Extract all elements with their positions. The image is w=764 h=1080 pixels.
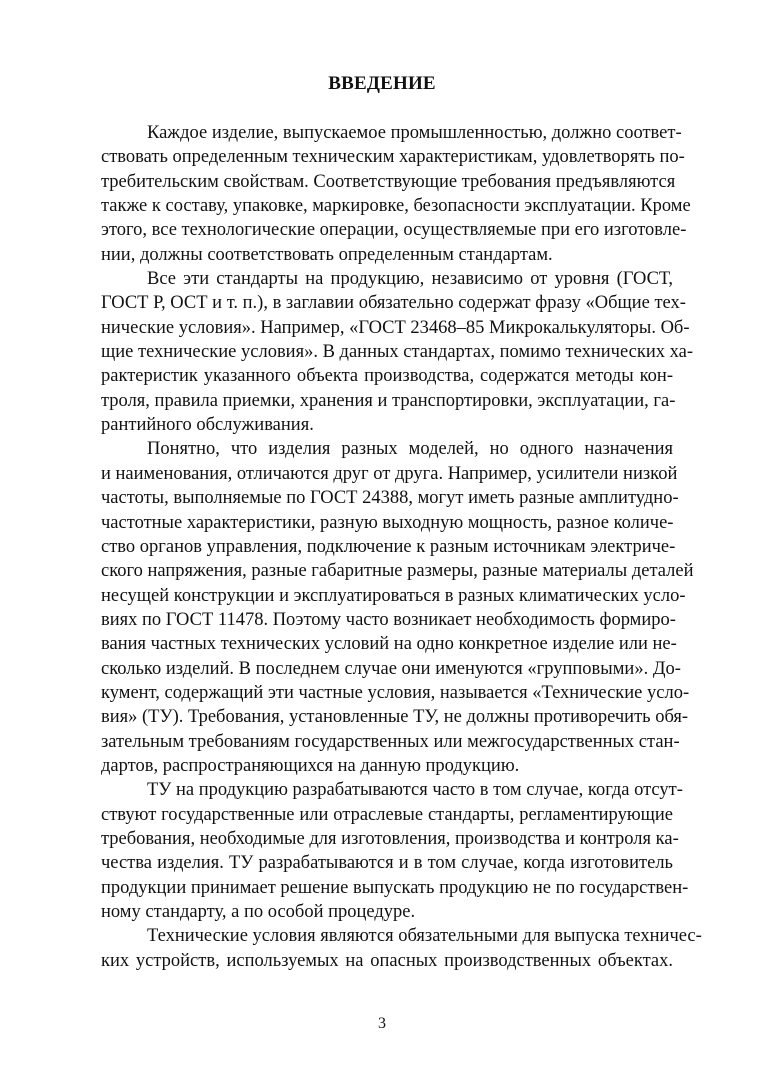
text-line: троля, правила приемки, хранения и транспортировки, эксплуатации, га-	[101, 390, 676, 411]
text-line: Все эти стандарты на продукцию, независимо от уровня (ГОСТ,	[147, 269, 673, 290]
paragraph-1	[101, 121, 691, 267]
text-line: ствуют государственные или отраслевые стандарты, регламентирующие	[101, 804, 673, 825]
text-line: ство органов управления, подключение к разным источникам электриче-	[101, 536, 676, 557]
text-line: требования, необходимые для изготовления, производства и контроля ка-	[101, 828, 679, 849]
page-number: 3	[378, 1015, 386, 1032]
text-line: этого, все технологические операции, осуществляемые при его изготовле-	[101, 220, 687, 241]
text-line: ГОСТ Р, ОСТ и т. п.), в заглавии обязательно содержат фразу «Общие тех-	[101, 293, 686, 314]
text-line: рантийного обслуживания.	[101, 415, 314, 436]
text-line: Каждое изделие, выпускаемое промышленностью, должно соответ-	[147, 123, 682, 143]
text-line: кумент, содержащий эти частные условия, называется «Технические усло-	[101, 682, 690, 703]
text-line: ному стандарту, а по особой процедуре.	[101, 902, 416, 922]
text-line: частотные характеристики, разную выходную мощность, разное количе-	[101, 512, 674, 533]
text-line: рактеристик указанного объекта производства, содержатся методы кон-	[101, 366, 673, 387]
text-line: зательным требованиям государственных или межгосударственных стан-	[101, 731, 680, 752]
paragraph-3	[101, 437, 694, 778]
paragraph-5	[101, 924, 702, 973]
text-line: также к составу, упаковке, маркировке, безопасности эксплуатации. Кроме	[101, 196, 691, 217]
text-line: ского напряжения, разные габаритные размеры, разные материалы деталей	[101, 561, 694, 582]
text-line: вания частных технических условий на одно конкретное изделие или не-	[101, 634, 677, 655]
text-line: Технические условия являются обязательными для выпуска техничес-	[147, 926, 702, 947]
text-line: чества изделия. ТУ разрабатываются и в том случае, когда изготовитель	[101, 853, 673, 874]
text-line: нии, должны соответствовать определенным стандартам.	[101, 244, 553, 265]
text-line: ких устройств, используемых на опасных производственных объектах.	[101, 950, 673, 971]
paragraph-2	[101, 267, 693, 437]
body-text	[101, 121, 702, 973]
text-line: частоты, выполняемые по ГОСТ 24388, могут иметь разные амплитудно-	[101, 488, 679, 509]
paragraph-4	[101, 778, 689, 924]
text-line: ТУ на продукцию разрабатываются часто в том случае, когда отсут-	[147, 780, 683, 801]
text-line: и наименования, отличаются друг от друга. Например, усилители низкой	[101, 463, 678, 484]
text-line: вия» (ТУ). Требования, установленные ТУ, не должны противоречить обя-	[101, 707, 689, 728]
text-line: продукции принимает решение выпускать продукцию не по государствен-	[101, 877, 689, 898]
text-line: нические условия». Например, «ГОСТ 23468–85 Микрокалькуляторы. Об-	[101, 317, 690, 338]
text-line: Понятно, что изделия разных моделей, но одного назначения	[147, 439, 673, 460]
text-line: щие технические условия». В данных стандартах, помимо технических ха-	[101, 342, 693, 363]
text-line: требительским свойствам. Соответствующие требования предъявляются	[101, 171, 676, 192]
text-line: ствовать определенным техническим характеристикам, удовлетворять по-	[101, 147, 685, 168]
text-line: дартов, распространяющихся на данную продукцию.	[101, 755, 520, 776]
page-title: ВВЕДЕНИЕ	[328, 73, 436, 94]
text-line: несущей конструкции и эксплуатироваться в разных климатических усло-	[101, 585, 686, 606]
text-line: виях по ГОСТ 11478. Поэтому часто возникает необходимость формиро-	[101, 609, 676, 630]
text-line: сколько изделий. В последнем случае они именуются «групповыми». До-	[101, 658, 681, 679]
